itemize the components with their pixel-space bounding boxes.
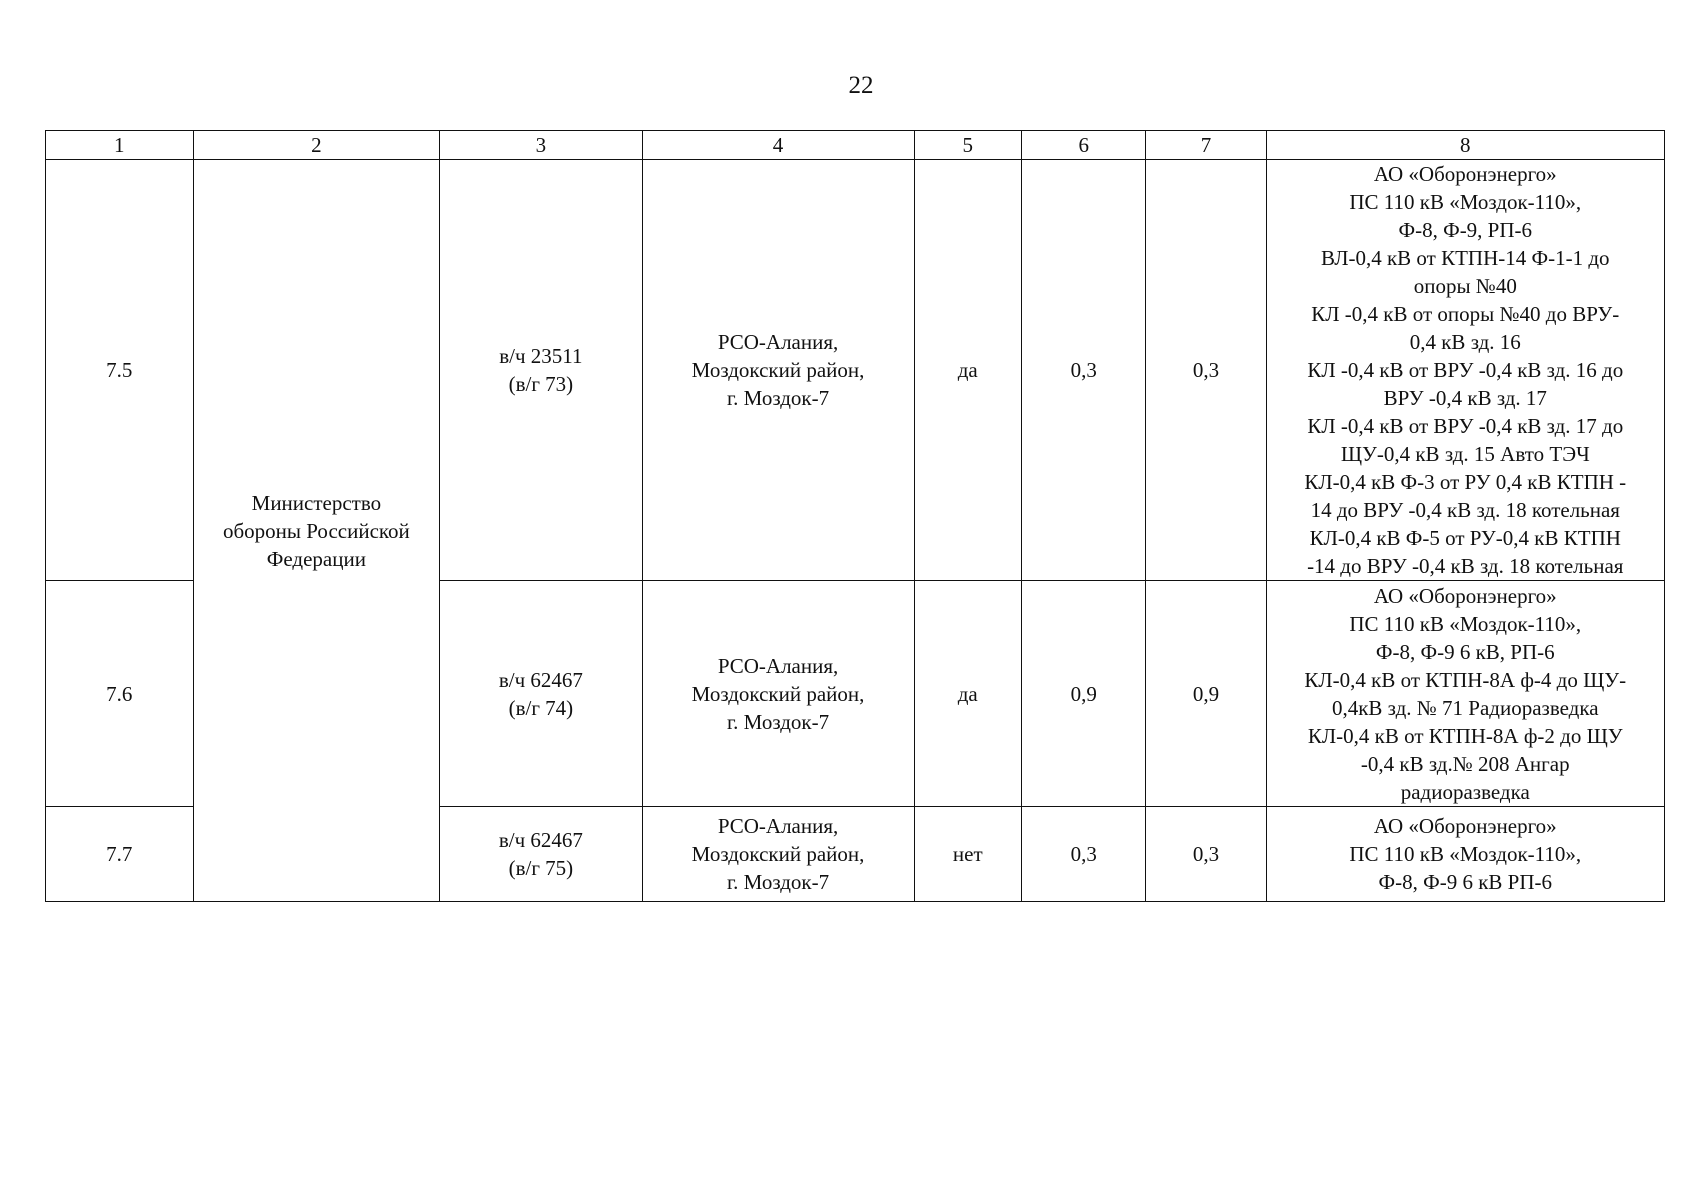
power-source-line: КЛ-0,4 кВ от КТПН-8А ф-2 до ЩУ xyxy=(1307,723,1623,748)
power-source-line: КЛ-0,4 кВ от КТПН-8А ф-4 до ЩУ- xyxy=(1304,667,1627,692)
power-source-line: ПС 110 кВ «Моздок-110», xyxy=(1349,190,1582,214)
power-source-cell xyxy=(1266,581,1664,807)
row-number: 7.7 xyxy=(46,807,194,902)
unit-line: (в/г 75) xyxy=(508,856,574,880)
location-cell xyxy=(642,160,914,581)
col7-cell: 0,3 xyxy=(1146,807,1266,902)
col7-cell: 0,9 xyxy=(1146,581,1266,807)
power-source-line: ВЛ-0,4 кВ от КТПН-14 Ф-1-1 до xyxy=(1321,246,1610,270)
location-cell xyxy=(642,807,914,902)
unit-line: в/ч 62467 xyxy=(498,828,583,852)
col6-cell: 0,3 xyxy=(1022,160,1146,581)
header-cell-6: 6 xyxy=(1022,131,1146,160)
power-source-line: ПС 110 кВ «Моздок-110», xyxy=(1349,611,1582,636)
location-line: РСО-Алания, xyxy=(717,653,839,678)
power-source-cell xyxy=(1266,160,1664,581)
power-source-line: радиоразведка xyxy=(1400,779,1530,804)
header-cell-1: 1 xyxy=(46,131,194,160)
location-line: Моздокский район, xyxy=(691,842,865,866)
power-source-line: Ф-8, Ф-9, РП-6 xyxy=(1398,218,1533,242)
header-cell-7: 7 xyxy=(1146,131,1266,160)
row-number: 7.5 xyxy=(46,160,194,581)
col5-cell: да xyxy=(914,581,1022,807)
power-source-line: -0,4 кВ зд.№ 208 Ангар xyxy=(1360,751,1570,776)
col6-cell: 0,9 xyxy=(1022,581,1146,807)
power-source-line: АО «Оборонэнерго» xyxy=(1373,162,1557,186)
power-source-line: АО «Оборонэнерго» xyxy=(1373,814,1557,838)
power-source-line: АО «Оборонэнерго» xyxy=(1373,583,1557,608)
power-source-line: 0,4кВ зд. № 71 Радиоразведка xyxy=(1331,695,1599,720)
unit-cell xyxy=(440,160,642,581)
ministry-line: Федерации xyxy=(266,546,366,571)
col7-cell: 0,3 xyxy=(1146,160,1266,581)
unit-line: (в/г 74) xyxy=(508,695,574,720)
location-line: г. Моздок-7 xyxy=(726,386,830,410)
power-source-line: 14 до ВРУ -0,4 кВ зд. 18 котельная xyxy=(1310,498,1620,522)
ministry-line: обороны Российской xyxy=(222,518,410,543)
power-source-line: КЛ -0,4 кВ от опоры №40 до ВРУ- xyxy=(1311,302,1620,326)
location-line: РСО-Алания, xyxy=(717,814,839,838)
location-line: Моздокский район, xyxy=(691,358,865,382)
power-source-line: 0,4 кВ зд. 16 xyxy=(1409,330,1521,354)
col6-cell: 0,3 xyxy=(1022,807,1146,902)
power-source-line: КЛ -0,4 кВ от ВРУ -0,4 кВ зд. 16 до xyxy=(1307,358,1624,382)
header-cell-5: 5 xyxy=(914,131,1022,160)
ministry-cell xyxy=(193,160,440,902)
header-cell-4: 4 xyxy=(642,131,914,160)
power-source-line: КЛ-0,4 кВ Ф-3 от РУ 0,4 кВ КТПН - xyxy=(1304,470,1627,494)
header-cell-8: 8 xyxy=(1266,131,1664,160)
unit-line: в/ч 23511 xyxy=(499,344,583,368)
unit-line: (в/г 73) xyxy=(508,372,574,396)
header-cell-3: 3 xyxy=(440,131,642,160)
location-line: РСО-Алания, xyxy=(717,330,839,354)
location-cell xyxy=(642,581,914,807)
header-row xyxy=(46,131,1665,160)
location-line: г. Моздок-7 xyxy=(726,870,830,894)
location-line: Моздокский район, xyxy=(691,681,865,706)
power-source-cell xyxy=(1266,807,1664,902)
power-source-line: ВРУ -0,4 кВ зд. 17 xyxy=(1383,386,1547,410)
power-source-line: КЛ -0,4 кВ от ВРУ -0,4 кВ зд. 17 до xyxy=(1307,414,1624,438)
unit-cell xyxy=(440,581,642,807)
col5-cell: нет xyxy=(914,807,1022,902)
page-number: 22 xyxy=(848,72,874,99)
power-source-line: ПС 110 кВ «Моздок-110», xyxy=(1349,842,1582,866)
power-source-line: КЛ-0,4 кВ Ф-5 от РУ-0,4 кВ КТПН xyxy=(1309,526,1621,550)
data-table xyxy=(45,130,1665,902)
power-source-line: -14 до ВРУ -0,4 кВ зд. 18 котельная xyxy=(1307,554,1624,578)
power-source-line: опоры №40 xyxy=(1413,274,1517,298)
header-cell-2: 2 xyxy=(193,131,440,160)
location-line: г. Моздок-7 xyxy=(726,709,830,734)
unit-cell xyxy=(440,807,642,902)
col5-cell: да xyxy=(914,160,1022,581)
power-source-line: Ф-8, Ф-9 6 кВ, РП-6 xyxy=(1375,639,1555,664)
table-row-7-5 xyxy=(46,160,1665,581)
power-source-line: ЩУ-0,4 кВ зд. 15 Авто ТЭЧ xyxy=(1340,442,1590,466)
unit-line: в/ч 62467 xyxy=(498,667,583,692)
row-number: 7.6 xyxy=(46,581,194,807)
ministry-line: Министерство xyxy=(251,490,382,515)
power-source-line: Ф-8, Ф-9 6 кВ РП-6 xyxy=(1378,870,1552,894)
